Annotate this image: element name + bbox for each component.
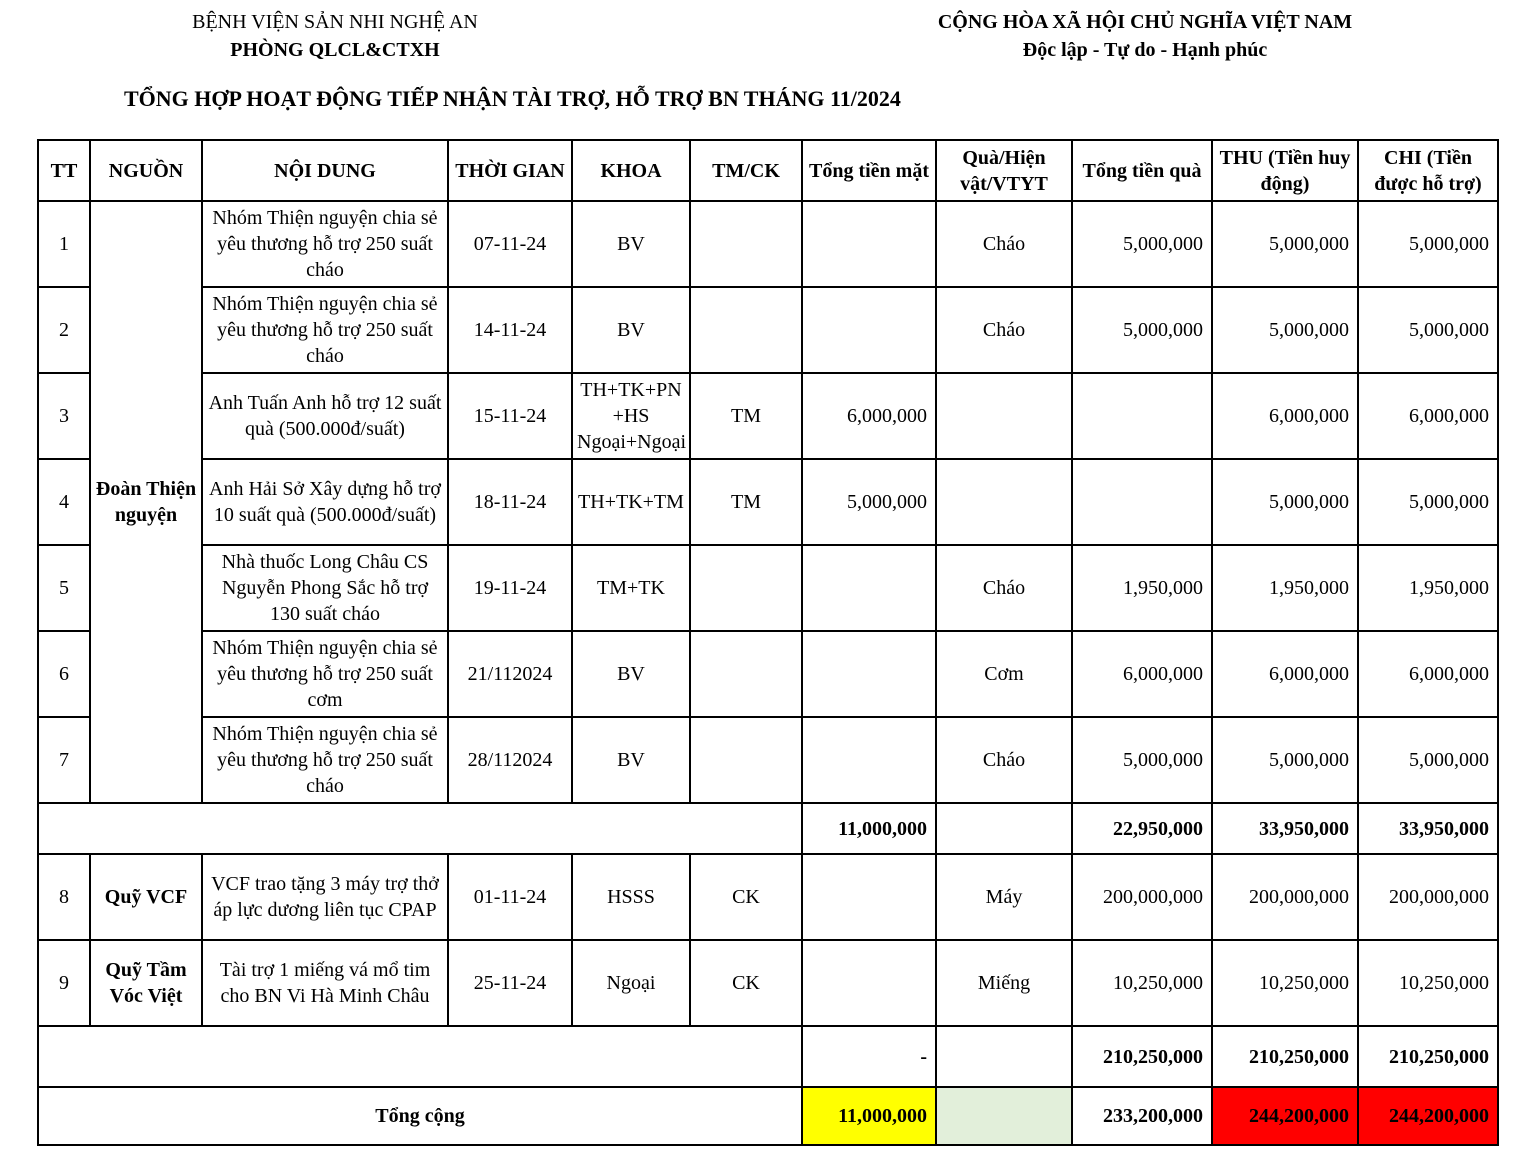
cell-tmck xyxy=(690,717,802,803)
cell-dept: TM+TK xyxy=(572,545,690,631)
cell-gift-total: 5,000,000 xyxy=(1072,287,1212,373)
cell-tmck: TM xyxy=(690,459,802,545)
cell-time: 15-11-24 xyxy=(448,373,572,459)
cell-gift-total: 5,000,000 xyxy=(1072,717,1212,803)
table-row xyxy=(38,545,1498,631)
cell-gift-total: 6,000,000 xyxy=(1072,631,1212,717)
table-row xyxy=(38,717,1498,803)
table-row xyxy=(38,459,1498,545)
cell-dept: TH+TK+PN +HS Ngoại+Ngoại xyxy=(572,373,690,459)
subtotal-income: 210,250,000 xyxy=(1212,1026,1358,1087)
cell-tt: 4 xyxy=(38,459,90,545)
cell-tt: 7 xyxy=(38,717,90,803)
subtotal-expense: 210,250,000 xyxy=(1358,1026,1498,1087)
cell-content: Nhóm Thiện nguyện chia sẻ yêu thương hỗ trợ 250 suất cháo xyxy=(202,717,448,803)
organization-header xyxy=(160,8,510,64)
table-row xyxy=(38,631,1498,717)
subtotal-gift-total: 22,950,000 xyxy=(1072,803,1212,854)
table-row xyxy=(38,854,1498,940)
cell-time: 18-11-24 xyxy=(448,459,572,545)
cell-expense: 10,250,000 xyxy=(1358,940,1498,1026)
cell-source: Quỹ VCF xyxy=(90,854,202,940)
cell-time: 14-11-24 xyxy=(448,287,572,373)
col-header-tmck: TM/CK xyxy=(690,140,802,201)
cell-gift: Cháo xyxy=(936,545,1072,631)
subtotal-row xyxy=(38,803,1498,854)
cell-expense: 5,000,000 xyxy=(1358,717,1498,803)
hospital-name: BỆNH VIỆN SẢN NHI NGHỆ AN xyxy=(192,11,478,33)
subtotal-spacer xyxy=(38,1026,802,1087)
cell-income: 6,000,000 xyxy=(1212,631,1358,717)
cell-tt: 9 xyxy=(38,940,90,1026)
subtotal-gift-empty xyxy=(936,803,1072,854)
cell-gift: Cháo xyxy=(936,287,1072,373)
cell-income: 5,000,000 xyxy=(1212,201,1358,287)
cell-tmck: CK xyxy=(690,854,802,940)
col-header-cash-total: Tổng tiền mặt xyxy=(802,140,936,201)
subtotal-expense: 33,950,000 xyxy=(1358,803,1498,854)
cell-expense: 5,000,000 xyxy=(1358,459,1498,545)
cell-time: 19-11-24 xyxy=(448,545,572,631)
cell-tt: 8 xyxy=(38,854,90,940)
cell-dept: BV xyxy=(572,717,690,803)
table-row xyxy=(38,201,1498,287)
cell-content: Nhóm Thiện nguyện chia sẻ yêu thương hỗ trợ 250 suất cơm xyxy=(202,631,448,717)
col-header-content: NỘI DUNG xyxy=(202,140,448,201)
cell-cash xyxy=(802,717,936,803)
grand-total-expense: 244,200,000 xyxy=(1358,1087,1498,1145)
cell-cash: 6,000,000 xyxy=(802,373,936,459)
subtotal-gift-total: 210,250,000 xyxy=(1072,1026,1212,1087)
cell-income: 5,000,000 xyxy=(1212,459,1358,545)
cell-tmck: TM xyxy=(690,373,802,459)
col-header-dept: KHOA xyxy=(572,140,690,201)
cell-expense: 6,000,000 xyxy=(1358,373,1498,459)
cell-gift-total xyxy=(1072,373,1212,459)
cell-content: VCF trao tặng 3 máy trợ thở áp lực dương liên tục CPAP xyxy=(202,854,448,940)
subtotal-cash: 11,000,000 xyxy=(802,803,936,854)
grand-total-gift-total: 233,200,000 xyxy=(1072,1087,1212,1145)
cell-income: 5,000,000 xyxy=(1212,287,1358,373)
cell-gift: Cơm xyxy=(936,631,1072,717)
cell-cash xyxy=(802,545,936,631)
cell-cash xyxy=(802,940,936,1026)
cell-content: Nhà thuốc Long Châu CS Nguyễn Phong Sắc hỗ trợ 130 suất cháo xyxy=(202,545,448,631)
col-header-income: THU (Tiền huy động) xyxy=(1212,140,1358,201)
cell-gift: Cháo xyxy=(936,717,1072,803)
cell-tt: 6 xyxy=(38,631,90,717)
cell-dept: Ngoại xyxy=(572,940,690,1026)
cell-dept: BV xyxy=(572,287,690,373)
report-title: TỔNG HỢP HOẠT ĐỘNG TIẾP NHẬN TÀI TRỢ, HỖ TRỢ BN THÁNG 11/2024 xyxy=(124,86,901,111)
cell-expense: 5,000,000 xyxy=(1358,201,1498,287)
cell-gift-total xyxy=(1072,459,1212,545)
cell-content: Nhóm Thiện nguyện chia sẻ yêu thương hỗ trợ 250 suất cháo xyxy=(202,287,448,373)
subtotal-cash: - xyxy=(802,1026,936,1087)
col-header-time: THỜI GIAN xyxy=(448,140,572,201)
cell-time: 28/112024 xyxy=(448,717,572,803)
cell-dept: BV xyxy=(572,631,690,717)
subtotal-row xyxy=(38,1026,1498,1087)
cell-income: 10,250,000 xyxy=(1212,940,1358,1026)
grand-total-income: 244,200,000 xyxy=(1212,1087,1358,1145)
grand-total-cash: 11,000,000 xyxy=(802,1087,936,1145)
col-header-expense: CHI (Tiền được hỗ trợ) xyxy=(1358,140,1498,201)
cell-source-group: Đoàn Thiện nguyện xyxy=(90,201,202,803)
cell-expense: 1,950,000 xyxy=(1358,545,1498,631)
cell-gift-total: 200,000,000 xyxy=(1072,854,1212,940)
nation-motto: Độc lập - Tự do - Hạnh phúc xyxy=(1022,39,1268,61)
cell-tmck xyxy=(690,287,802,373)
cell-time: 01-11-24 xyxy=(448,854,572,940)
table-header-row xyxy=(38,140,1498,201)
cell-income: 1,950,000 xyxy=(1212,545,1358,631)
cell-gift: Cháo xyxy=(936,201,1072,287)
cell-time: 25-11-24 xyxy=(448,940,572,1026)
col-header-gift-total: Tổng tiền quà xyxy=(1072,140,1212,201)
grand-total-label: Tổng cộng xyxy=(38,1087,802,1145)
cell-cash: 5,000,000 xyxy=(802,459,936,545)
cell-tmck xyxy=(690,631,802,717)
table-row xyxy=(38,373,1498,459)
cell-tmck: CK xyxy=(690,940,802,1026)
cell-gift xyxy=(936,373,1072,459)
nation-name: CỘNG HÒA XÃ HỘI CHỦ NGHĨA VIỆT NAM xyxy=(937,11,1353,33)
cell-content: Anh Tuấn Anh hỗ trợ 12 suất quà (500.000đ/suất) xyxy=(202,373,448,459)
col-header-gift: Quà/Hiện vật/VTYT xyxy=(936,140,1072,201)
department-name: PHÒNG QLCL&CTXH xyxy=(230,39,440,61)
subtotal-spacer xyxy=(38,803,802,854)
cell-cash xyxy=(802,287,936,373)
cell-tmck xyxy=(690,201,802,287)
cell-tt: 2 xyxy=(38,287,90,373)
cell-content: Anh Hải Sở Xây dựng hỗ trợ 10 suất quà (500.000đ/suất) xyxy=(202,459,448,545)
cell-cash xyxy=(802,631,936,717)
subtotal-income: 33,950,000 xyxy=(1212,803,1358,854)
cell-tt: 1 xyxy=(38,201,90,287)
cell-income: 200,000,000 xyxy=(1212,854,1358,940)
table-row xyxy=(38,287,1498,373)
cell-expense: 5,000,000 xyxy=(1358,287,1498,373)
col-header-source: NGUỒN xyxy=(90,140,202,201)
cell-gift xyxy=(936,459,1072,545)
cell-gift-total: 1,950,000 xyxy=(1072,545,1212,631)
cell-source: Quỹ Tầm Vóc Việt xyxy=(90,940,202,1026)
cell-tt: 5 xyxy=(38,545,90,631)
cell-cash xyxy=(802,854,936,940)
cell-cash xyxy=(802,201,936,287)
cell-gift: Miếng xyxy=(936,940,1072,1026)
cell-time: 07-11-24 xyxy=(448,201,572,287)
cell-gift-total: 10,250,000 xyxy=(1072,940,1212,1026)
cell-dept: HSSS xyxy=(572,854,690,940)
cell-expense: 200,000,000 xyxy=(1358,854,1498,940)
cell-gift-total: 5,000,000 xyxy=(1072,201,1212,287)
cell-time: 21/112024 xyxy=(448,631,572,717)
sponsorship-table xyxy=(37,139,1499,1146)
col-header-tt: TT xyxy=(38,140,90,201)
cell-income: 5,000,000 xyxy=(1212,717,1358,803)
grand-total-gift-empty xyxy=(936,1087,1072,1145)
grand-total-row xyxy=(38,1087,1498,1145)
cell-dept: BV xyxy=(572,201,690,287)
cell-content: Tài trợ 1 miếng vá mổ tim cho BN Vi Hà Minh Châu xyxy=(202,940,448,1026)
cell-expense: 6,000,000 xyxy=(1358,631,1498,717)
table-row xyxy=(38,940,1498,1026)
nation-header xyxy=(900,8,1390,64)
cell-dept: TH+TK+TM xyxy=(572,459,690,545)
subtotal-gift-empty xyxy=(936,1026,1072,1087)
cell-tmck xyxy=(690,545,802,631)
cell-gift: Máy xyxy=(936,854,1072,940)
cell-tt: 3 xyxy=(38,373,90,459)
cell-income: 6,000,000 xyxy=(1212,373,1358,459)
cell-content: Nhóm Thiện nguyện chia sẻ yêu thương hỗ trợ 250 suất cháo xyxy=(202,201,448,287)
